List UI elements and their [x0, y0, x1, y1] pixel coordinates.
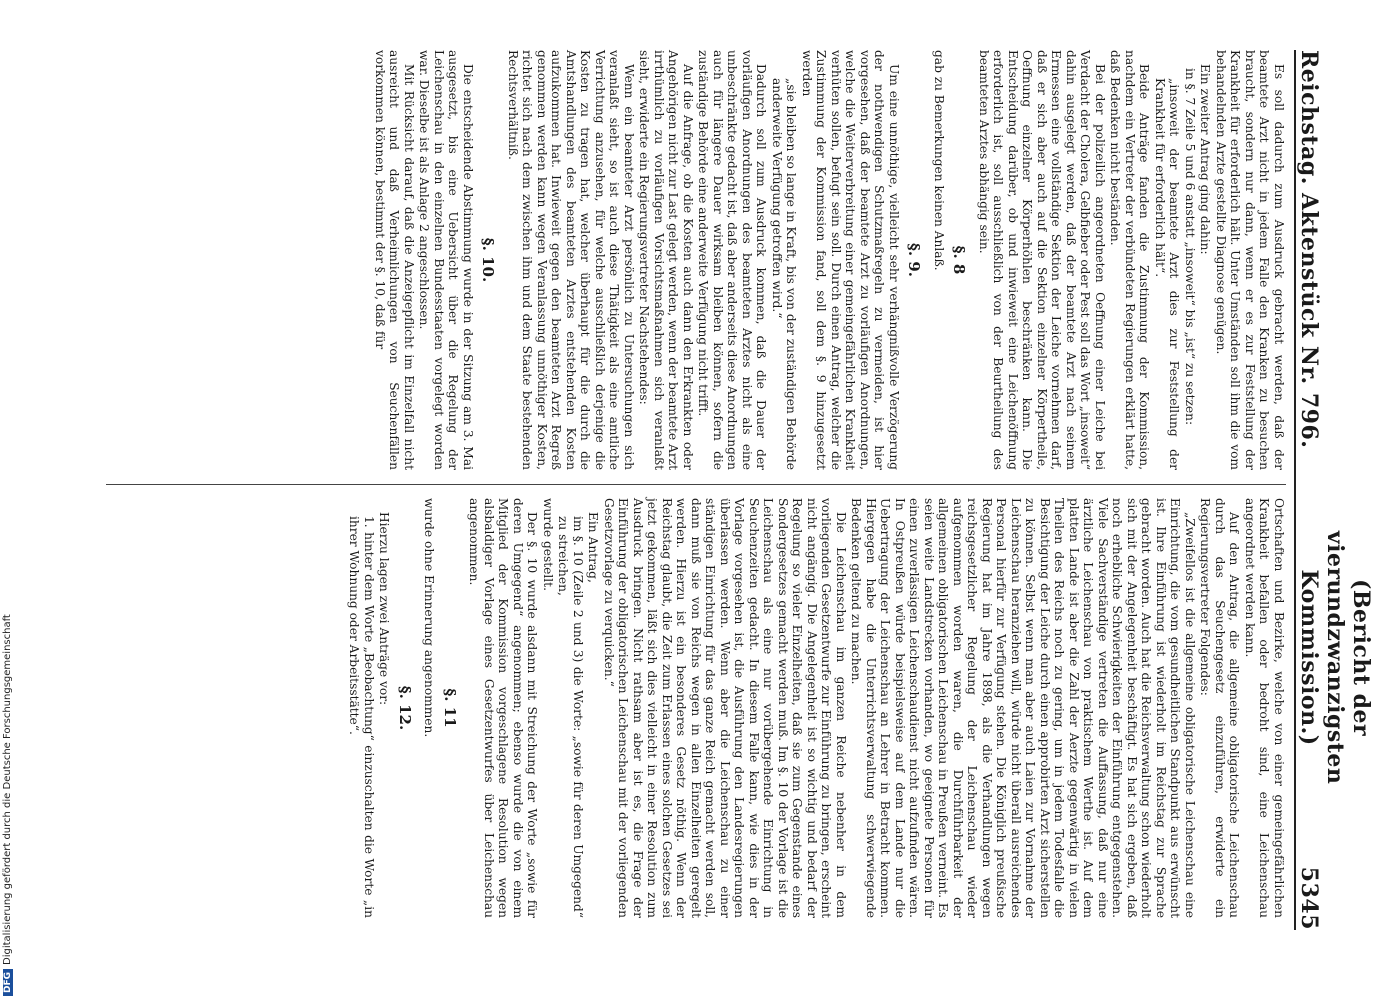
paragraph: Hierzu lagen zwei Anträge vor: [377, 512, 392, 706]
paragraph: Auf den Antrag, die allgemeine obligatorische Leichenschau durch das Seuchengesetz einzuführen, erwiderte ein Regierungsvertreter Folgendes: [1198, 498, 1242, 918]
paragraph: Die Leichenschau im ganzen Reiche nebenher in dem vorliegenden Gesetzentwurfe zur Einführung zu bringen, erscheint nicht angängig. Die Angelegenheit ist so wichtig und bedarf der Regelung so vieler Einzelheiten, daß sie zum Gegenstande eines Sondergesetzes gemacht werden muß. Im §. 10 der Vorlage ist die Leichenschau als eine nur vorübergehende Einrichtung in Seuchenzeiten gedacht. In diesem Falle kann, wie dies in der Vorlage vorgesehen ist, die Ausführung den Landesregierungen überlassen werden. Wenn aber die Leichenschau zu einer ständigen Einrichtung für das ganze Reich gemacht werden soll, dann muß sie von Reichs wegen in allen Einzelheiten geregelt werden. Hierzu ist ein besonderes Gesetz nöthig. Wenn der Reichstag glaubt, die Zeit zum Erlassen eines solchen Gesetzes sei jetzt gekommen, läßt sich dies vielleicht in einer Resolution zum Ausdruck bringen. Nicht rathsam aber ist es, die Frage der Einführung der obligatorischen Leichenschau mit der vorliegenden Gesetzvorlage zu verquicken.“ [602, 498, 848, 918]
paragraph: Die entscheidende Abstimmung wurde in der Sitzung am 3. Mai ausgesetzt, bis eine Uebersicht über die Regelung der Leichenschau in den einzelnen Bundesstaaten vorgelegt worden war. Dieselbe ist als Anlage 2 angeschlossen. [417, 50, 475, 470]
paragraph: Ortschaften und Bezirke, welche von einer gemeingefährlichen Krankheit befallen oder bedroht sind, eine Leichenschau angeordnet werden kann. [1243, 498, 1286, 918]
page-number: 5345 [1296, 866, 1322, 930]
paragraph: Wenn ein beamteter Arzt persönlich zu Untersuchungen sich veranlaßt sieht, so ist auch diese Thätigkeit als eine amtliche Verrichtung anzusehen, für welche ausschließlich derjenige die Kosten zu tragen hat, welcher überhaupt für die durch die Amtshandlungen des beamteten Arztes entstehenden Kosten aufzukommen hat. Inwieweit gegen den beamteten Arzt Regreß genommen werden kann wegen Veranlassung unnöthiger Kosten, richtet sich nach dem zwischen ihm und dem Staate bestehenden Rechtsverhältniß. [506, 50, 636, 470]
header-left-title: Reichstag. Aktenstück Nr. 796. [1296, 50, 1322, 449]
paragraph: Der §. 10 wurde alsdann mit Streichung der Worte „sowie für deren Umgegend“ angenommen; ebenso wurde die von einem Mitglied der Kommission vorgeschlagene Resolution wegen alsbaldiger Vorlage eines Gesetzentwurfes über Leichenschau angenommen. [467, 498, 540, 918]
paragraph: Ein zweiter Antrag ging dahin: [1198, 64, 1213, 255]
paragraph: Beide Anträge fanden die Zustimmung der Kommission, nachdem ein Vertreter der verbündeten Regierungen erklärt hatte, daß Bedenken nicht beständen. [1108, 50, 1152, 470]
paragraph: in §. 7 Zeile 5 und 6 anstatt „insoweit“ bis „ist“ zu setzen: [1183, 68, 1197, 426]
paragraph: gab zu Bemerkungen keinen Anlaß. [932, 50, 946, 271]
paragraph: im §. 10 (Zeile 2 und 3) die Worte: „sowie für deren Umgegend“ zu streichen, [556, 516, 585, 918]
paragraph: wurde ohne Erinnerung angenommen. [422, 498, 437, 738]
paragraph: Mit Rücksicht darauf, daß die Anzeigepflicht im Einzelfall nicht ausreicht und daß Verheimlichungen von Seuchenfällen vorkommen können, bestimmt der §. 10, daß für [373, 50, 416, 470]
paragraph: „Zweifellos ist die allgemeine obligatorische Leichenschau eine Einrichtung, die vom gesundheitlichen Standpunkt aus erwünscht ist. Ihre Einführung ist wiederholt im Reichstag zur Sprache gebracht worden. Auch hat die Reichsverwaltung schon wiederholt sich mit der Angelegenheit beschäftigt. Es hat sich ergeben, daß noch erhebliche Schwierigkeiten der Einführung entgegenstehen. Viele Sachverständige vertreten die Auffassung, daß nur eine ärztliche Leichenschau von praktischem Werthe ist. Auf dem platten Lande ist aber die Zahl der Aerzte gegenwärtig in vielen Theilen des Reichs noch zu gering, um in jedem Todesfalle die Besichtigung der Leiche durch einen approbirten Arzt sicherstellen zu können. Selbst wenn man aber auch Laien zur Vornahme der Leichenschau heranziehen will, würde nicht überall ausreichendes Personal hierfür zur Verfügung stehen. Die Königlich preußische Regierung hat im Jahre 1898, als die Verhandlungen wegen reichsgesetzlicher Regelung der Leichenschau wieder aufgenommen worden waren, die Durchführbarkeit der allgemeinen obligatorischen Leichenschau in Preußen verneint. Es seien weite Landstrecken vorhanden, wo geeignete Personen für einen zuverlässigen Leichenschaudienst nicht aufzufinden wären. In Ostpreußen würde beispielsweise auf dem Lande nur die Uebertragung der Leichenschau an Lehrer in Betracht kommen. Hiergegen habe die Unterrichtsverwaltung schwerwiegende Bedenken geltend zu machen. [849, 498, 1197, 918]
page-header [1294, 50, 1374, 930]
section-heading: §. 10. [479, 237, 498, 283]
paragraph: Bei der polizeilich angeordneten Oeffnung einer Leiche bei Verdacht der Cholera, Gelbfieber oder Pest soll das Wort „insoweit“ dahin ausgelegt werden, daß der beamtete Arzt nach seinem Ermessen eine vollständige Sektion der Leiche vornehmen darf, daß er sich aber auch auf die Sektion einzelner Körpertheile, Oeffnung einzelner Körperhöhlen beschränken kann. Die Entscheidung darüber, ob und inwieweit eine Leichenöffnung erforderlich ist, soll ausschließlich von der Beurtheilung des beamteten Arztes abhängig sein. [977, 50, 1107, 470]
document-page [90, 50, 1374, 930]
paragraph: Es soll dadurch zum Ausdruck gebracht werden, daß der beamtete Arzt nicht in jedem Falle den Kranken zu besuchen braucht, sondern nur dann, wenn er es zur Feststellung der Krankheit für erforderlich hält. Unter Umständen soll ihm die vom behandelnden Arzte gestellte Diagnose genügen. [1214, 50, 1286, 470]
paragraph: Auf die Anfrage, ob die Kosten auch dann den Erkrankten oder Angehörigen nicht zur Last gelegt werden, wenn der beamtete Arzt irrthümlich zu vorläufigen Vorsichtsmaßnahmen sich veranlaßt sieht, erwiderte ein Regierungsvertreter Nachstehendes: [637, 50, 695, 470]
left-text-column [372, 50, 1287, 470]
section-heading: §. 9. [905, 243, 924, 277]
paragraph: Ein Antrag, [586, 512, 601, 583]
dfg-logo: DFG [3, 969, 13, 996]
header-subtitle: (Bericht der vierundzwanzigsten Kommission.) [1296, 530, 1374, 785]
quoted-amendment: „sie bleiben so lange in Kraft, bis von der zuständigen Behörde anderweite Verfügung getroffen wird.“ [770, 78, 799, 470]
paragraph: Um eine unnöthige, vielleicht sehr verhängnißvolle Verzögerung der nothwendigen Schutzmaßregeln zu vermeiden, ist hier vorgesehen, daß der beamtete Arzt zu vorläufigen Anordnungen, welche die Weiterverbreitung einer gemeingefährlichen Krankheit verhüten sollen, befugt sein soll. Durch einen Antrag, welcher die Zustimmung der Kommission fand, soll dem §. 9 hinzugesetzt werden [800, 50, 901, 470]
column-divider [106, 484, 1286, 485]
paragraph: 1. hinter dem Worte „Beobachtung“ einzuschalten die Worte „in ihrer Wohnung oder Arbeitsstätte“. [347, 516, 376, 918]
credit-text: Digitalisierung gefördert durch die Deutsche Forschungsgemeinschaft [2, 614, 13, 965]
right-text-column [346, 498, 1286, 918]
paragraph: Dadurch soll zum Ausdruck kommen, daß die Dauer der vorläufigen Anordnungen des beamteten Arztes nicht als eine unbeschränkte gedacht ist, daß aber anderseits diese Anordnungen auch für längere Dauer wirksam bleiben können, sofern die zuständige Behörde eine anderweite Verfügung nicht trifft. [696, 50, 769, 470]
section-heading: §. 8 [950, 245, 969, 275]
section-heading: §. 11 [441, 688, 459, 728]
paragraph: wurde gestellt. [541, 498, 555, 591]
digitization-credit [2, 614, 13, 996]
section-heading: §. 12. [396, 685, 414, 731]
quoted-amendment: „insoweit der beamtete Arzt dies zur Feststellung der Krankheit für erforderlich hält“. [1153, 78, 1182, 470]
